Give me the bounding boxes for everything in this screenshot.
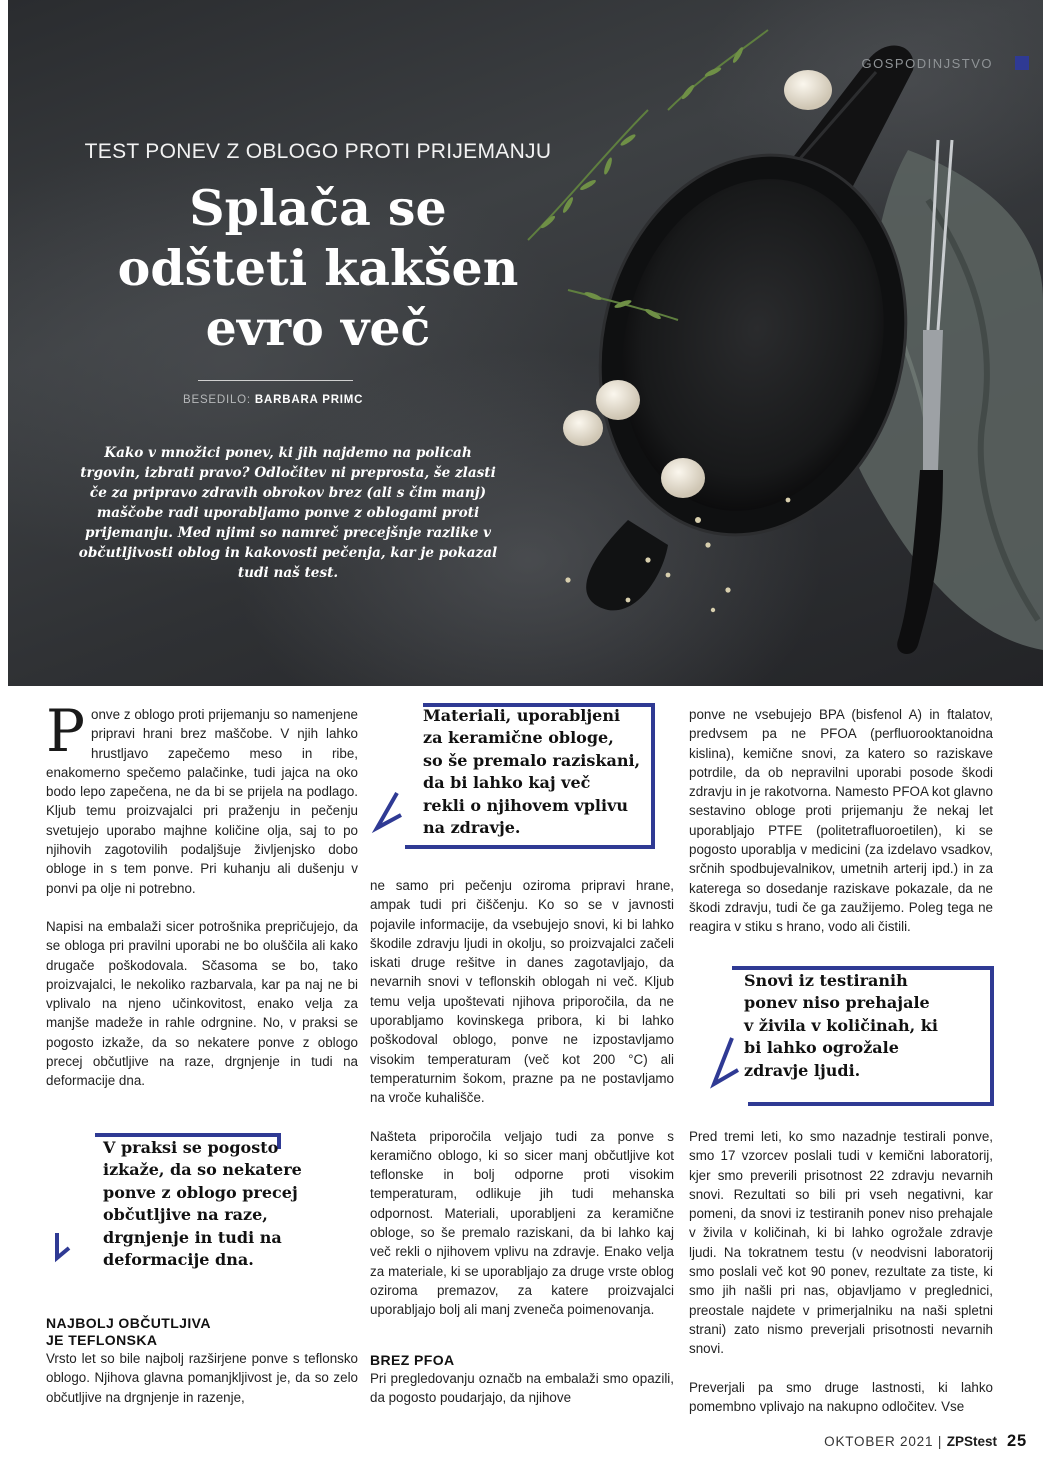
col1-paragraph-1 — [46, 697, 358, 898]
page-footer — [824, 1432, 1027, 1450]
pull2-line: so še premalo raziskani, — [423, 750, 641, 770]
hero-image — [8, 0, 1043, 686]
column-1-bottom — [46, 1315, 358, 1407]
col2-paragraph-3: Pri pregledovanju označb na embalaži smo opazili, da pogosto poudarjajo, da njihove — [370, 1371, 674, 1406]
byline-prefix: BESEDILO: — [183, 394, 251, 406]
pull1-line: izkaže, da so nekatere — [103, 1160, 302, 1180]
column-3-bottom — [689, 1127, 993, 1416]
pull3-line: ponev niso prehajale — [744, 993, 930, 1013]
pull3-line: Snovi iz testiranih — [744, 971, 908, 990]
pull3-line: bi lahko ogrožale — [744, 1038, 899, 1058]
col1-paragraph-2: Napisi na embalaži sicer potrošnika prepričujejo, da se obloga pri pravilni uporabi ne bo oluščila ali kako drugače poškodovala. Sčasoma se bo, tako proizvajalci, le nekoliko razbarvala, kar pa naj ne bi vplivalo na njeno učinkovitost, enako velja za manjše madeže in rahle odrgnine. No, v praksi se pogosto izkaže, da so nekatere ponve z oblogo precej občutljive na raze, drgnjenje in tudi na deformacije dna. — [46, 918, 358, 1089]
article-headline — [68, 178, 568, 358]
article-kicker: TEST PONEV Z OBLOGO PROTI PRIJEMANJU — [84, 140, 552, 163]
pull1-line: V praksi se pogosto — [103, 1138, 279, 1157]
section-square-icon — [1015, 56, 1029, 70]
pull1-line: ponve z oblogo precej — [103, 1182, 298, 1202]
column-1-top — [46, 697, 358, 1091]
pull2-line: na zdravje. — [423, 818, 521, 838]
col2-paragraph-1: ne samo pri pečenju oziroma pripravi hrane, ampak tudi pri čiščenju. Ko so se v javnosti pojavile informacije, da vsebujejo snovi, ki bi lahko škodile zdravju ljudi in okolju, so proizvajalci začeli iskati druge rešitve in danes zagotavljajo, da nevarnih snovi v teflonskih oblogah ni več. Kljub temu velja upoštevati njihova priporočila, da ne uporabljamo kovinskega pribora, ki bi lahko poškodoval oblogo, ponve ne izpostavljamo visokim temperaturam (več kot 200 °C) ali temperaturnim šokom, prazne pa ne postavljamo na vroče kuhališče. — [370, 878, 674, 1106]
col3-paragraph-3: Preverjali pa smo druge lastnosti, ki lahko pomembno vplivajo na nakupno odločitev. Vse — [689, 1379, 993, 1414]
pull2-line: da bi lahko kaj več — [423, 773, 591, 793]
article-lead: Kako v množici ponev, ki jih najdemo na policah trgovin, izbrati pravo? Odločitev ni preprosta, še zlasti če za pripravo zdravih obrokov brez (ali s čim manj) maščobe radi uporabljamo ponve z oblogami proti prijemanju. Med njimi so namreč precejšnje razlike v občutljivosti oblog in kakovosti pečenja, kar je pokazal tudi naš test. — [78, 445, 498, 581]
pull1-line: občutljive na raze, — [103, 1205, 268, 1225]
byline-author: BARBARA PRIMC — [254, 394, 364, 406]
pull1-line: deformacije dna. — [103, 1250, 254, 1270]
pull3-line: zdravje ljudi. — [744, 1060, 861, 1080]
col3-paragraph-1: ponve ne vsebujejo BPA (bisfenol A) in ftalatov, predvsem pa ne PFOA (perfluorooktanoidna kislina), kemične snovi, za katero so raziskave potrdile, da ob nepravilni uporabi posode škodi zdravju in je rakotvorna. Namesto PFOA kot glavno sestavino obloge proti prijemanju že nekaj let uporabljajo PTFE (politetrafluoroetilen), ki se pogosto uporablja v medicini (za izdelavo vsadkov, srčnih spodbujevalnikov, umetnih arterij ipd.) in za katerega so dosedanje raziskave pokazale, da ne škodi zdravju, tudi če ga zaužijemo. Poleg tega ne reagira v stiku s hrano, vodo ali čistili. — [689, 707, 993, 935]
pull-quote-2-text — [423, 705, 640, 839]
col2-paragraph-2: Našteta priporočila veljajo tudi za ponve s keramično oblogo, ki so sicer manj občutljive kot teflonske in bolj odporne proti visokim temperaturam, odlikuje jih tudi mehanska odpornost. Materiali, uporabljeni za keramične obloge, so še premalo raziskani, da bi lahko kaj več rekli o njihovem vplivu na zdravje. Enako velja za materiale, ki se uporabljajo za druge vrste oblog oziroma premazov, za katere proizvajalci uporabljajo bolj ali manj zveneča poimenovanja. — [370, 1128, 674, 1318]
byline-divider — [198, 380, 353, 381]
pull2-line: rekli o njihovem vplivu — [423, 795, 629, 815]
col3-paragraph-2: Pred tremi leti, ko smo nazadnje testirali ponve, smo 17 vzorcev poslali tudi v kemični laboratorij, kjer smo preverili prisotnost 22 zdravju nevarnih snovi. Rezultati so bili pri vseh negativni, kar pomeni, da snovi iz testiranih ponev niso prehajale v živila v količinah, ki bi lahko ogrožale zdravje ljudi. Na tokratnem testu (v neodvisni laboratorij smo poslali več kot 90 ponev, rezultate za tiste, ki smo jih našli pri nas, objavljamo v preglednici, preostale najdete v primerjalniku na naši spletni strani) zato nismo preverjali prisotnosti nevarnih snovi. — [689, 1129, 993, 1357]
pull1-line: drgnjenje in tudi na — [103, 1227, 282, 1247]
issue-date: OKTOBER 2021 — [824, 1434, 934, 1449]
pull-quote-2 — [375, 705, 675, 850]
subhead-teflon — [46, 1315, 358, 1349]
col1-paragraph-3: Vrsto let so bile najbolj razširjene ponve s teflonsko oblogo. Njihova glavna pomanjkljivost je, da so zelo občutljive na drgnjenje in razenje, — [46, 1351, 358, 1405]
column-2-bottom — [370, 1352, 674, 1408]
pull-quote-1 — [55, 1133, 355, 1268]
subhead-pfoa: BREZ PFOA — [370, 1352, 455, 1368]
section-label: GOSPODINJSTVO — [861, 56, 993, 71]
subhead-teflon-line-1: NAJBOLJ OBČUTLJIVA — [46, 1315, 211, 1331]
byline — [183, 394, 363, 406]
column-2-middle — [370, 876, 674, 1320]
subhead-teflon-line-2: JE TEFLONSKA — [46, 1332, 158, 1348]
footer-separator: | — [937, 1434, 943, 1449]
headline-line-1: Splača se — [189, 179, 447, 237]
drop-cap: P — [46, 697, 86, 765]
page-number: 25 — [1007, 1432, 1027, 1450]
headline-line-3: evro več — [205, 299, 431, 357]
pull2-line: Materiali, uporabljeni — [423, 706, 621, 725]
column-3-top — [689, 705, 993, 937]
magazine-brand: ZPStest — [946, 1434, 997, 1449]
pull3-line: v živila v količinah, ki — [744, 1015, 938, 1035]
pull-quote-3 — [712, 966, 1002, 1106]
col1-p1-text: onve z oblogo proti prijemanju so namenjene pripravi hrani brez maščobe. V njih lahko hrustljavo zapečemo meso in ribe, enakomerno spečemo palačinke, tudi jajca na oko bodo lepo zapečena, ne da bi se prijela na podlago. Kljub temu proizvajalci pri praženju in pečenju svetujejo uporabo majhne količine olja, saj to po njihovih zagotovilih podaljšuje življenjsko dobo obloge in s tem ponve. Pri kuhanju ali dušenju v ponvi pa olje ni potrebno. — [46, 707, 358, 896]
pull2-line: za keramične obloge, — [423, 728, 614, 748]
headline-line-2: odšteti kakšen — [117, 239, 519, 297]
pull-quote-1-text — [103, 1137, 302, 1271]
pull-quote-3-text — [744, 970, 938, 1082]
